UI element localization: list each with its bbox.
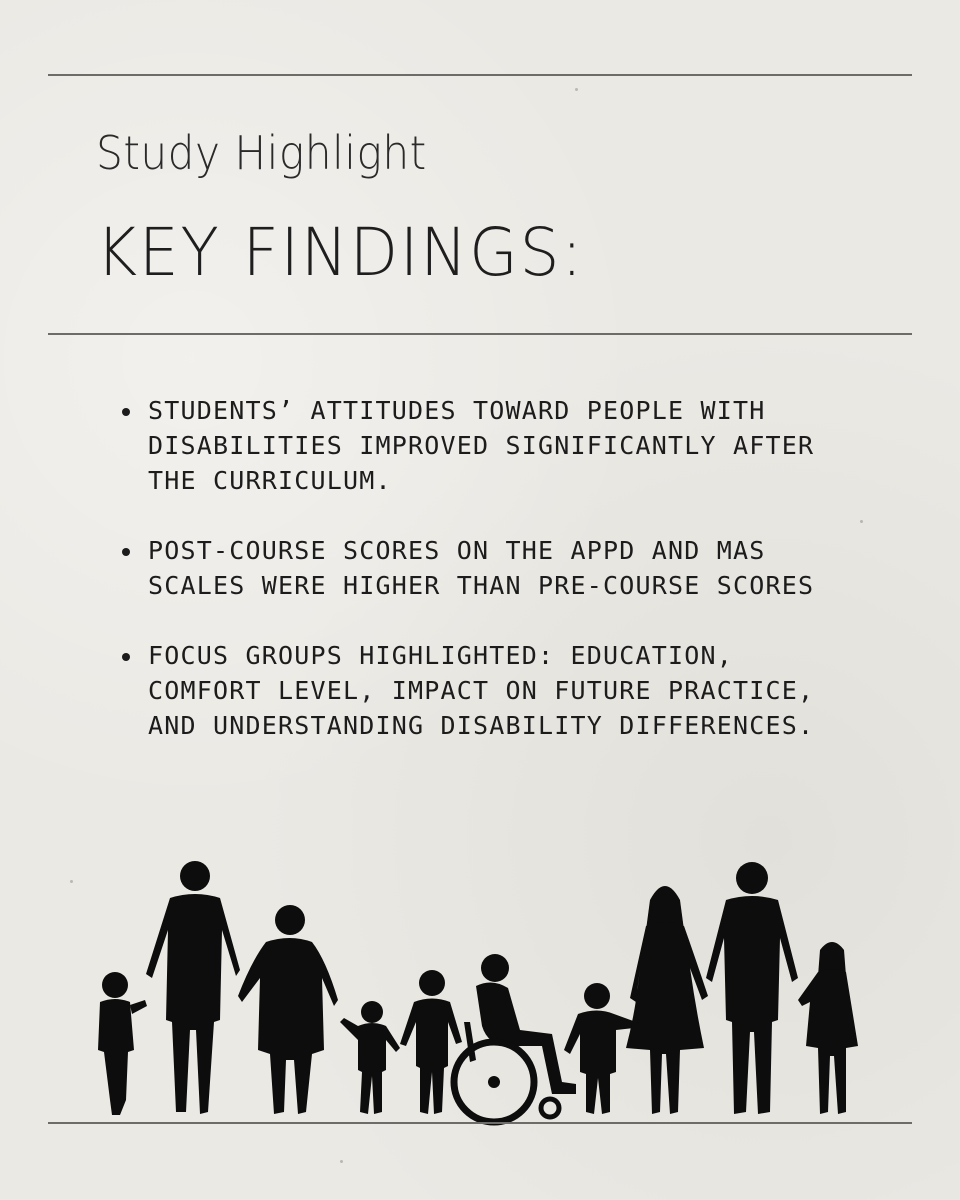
silhouette-group — [98, 861, 858, 1122]
paper-speck — [70, 880, 73, 883]
page-subtitle: Study Highlight — [96, 126, 427, 180]
finding-item — [122, 393, 862, 498]
child-silhouette — [98, 972, 147, 1115]
findings-list — [122, 393, 862, 778]
finding-text: STUDENTS’ ATTITUDES TOWARD PEOPLE WITH DISABILITIES IMPROVED SIGNIFICANTLY AFTER THE CURRICULUM. — [148, 396, 815, 495]
wheelchair-silhouette — [454, 954, 576, 1122]
paper-speck — [575, 88, 578, 91]
adult-silhouette — [146, 861, 240, 1114]
bullet-icon — [122, 408, 130, 416]
finding-item — [122, 533, 862, 603]
family-silhouettes-icon — [90, 850, 880, 1130]
bottom-divider — [48, 1122, 912, 1124]
header-divider — [48, 333, 912, 335]
finding-item — [122, 638, 862, 743]
bullet-icon — [122, 548, 130, 556]
top-divider — [48, 74, 912, 76]
finding-text: POST-COURSE SCORES ON THE APPD AND MAS SCALES WERE HIGHER THAN PRE-COURSE SCORES — [148, 536, 815, 600]
child-silhouette — [798, 942, 858, 1114]
adult-silhouette — [238, 905, 338, 1114]
child-silhouette — [564, 983, 636, 1114]
bullet-icon — [122, 653, 130, 661]
adult-silhouette — [706, 862, 798, 1114]
child-silhouette — [340, 1001, 400, 1114]
page-title: KEY FINDINGS: — [96, 214, 585, 291]
finding-text: FOCUS GROUPS HIGHLIGHTED: EDUCATION, COMFORT LEVEL, IMPACT ON FUTURE PRACTICE, AND UNDERSTANDING DISABILITY DIFFERENCES. — [148, 641, 815, 740]
paper-speck — [340, 1160, 343, 1163]
adult-silhouette — [626, 886, 708, 1114]
